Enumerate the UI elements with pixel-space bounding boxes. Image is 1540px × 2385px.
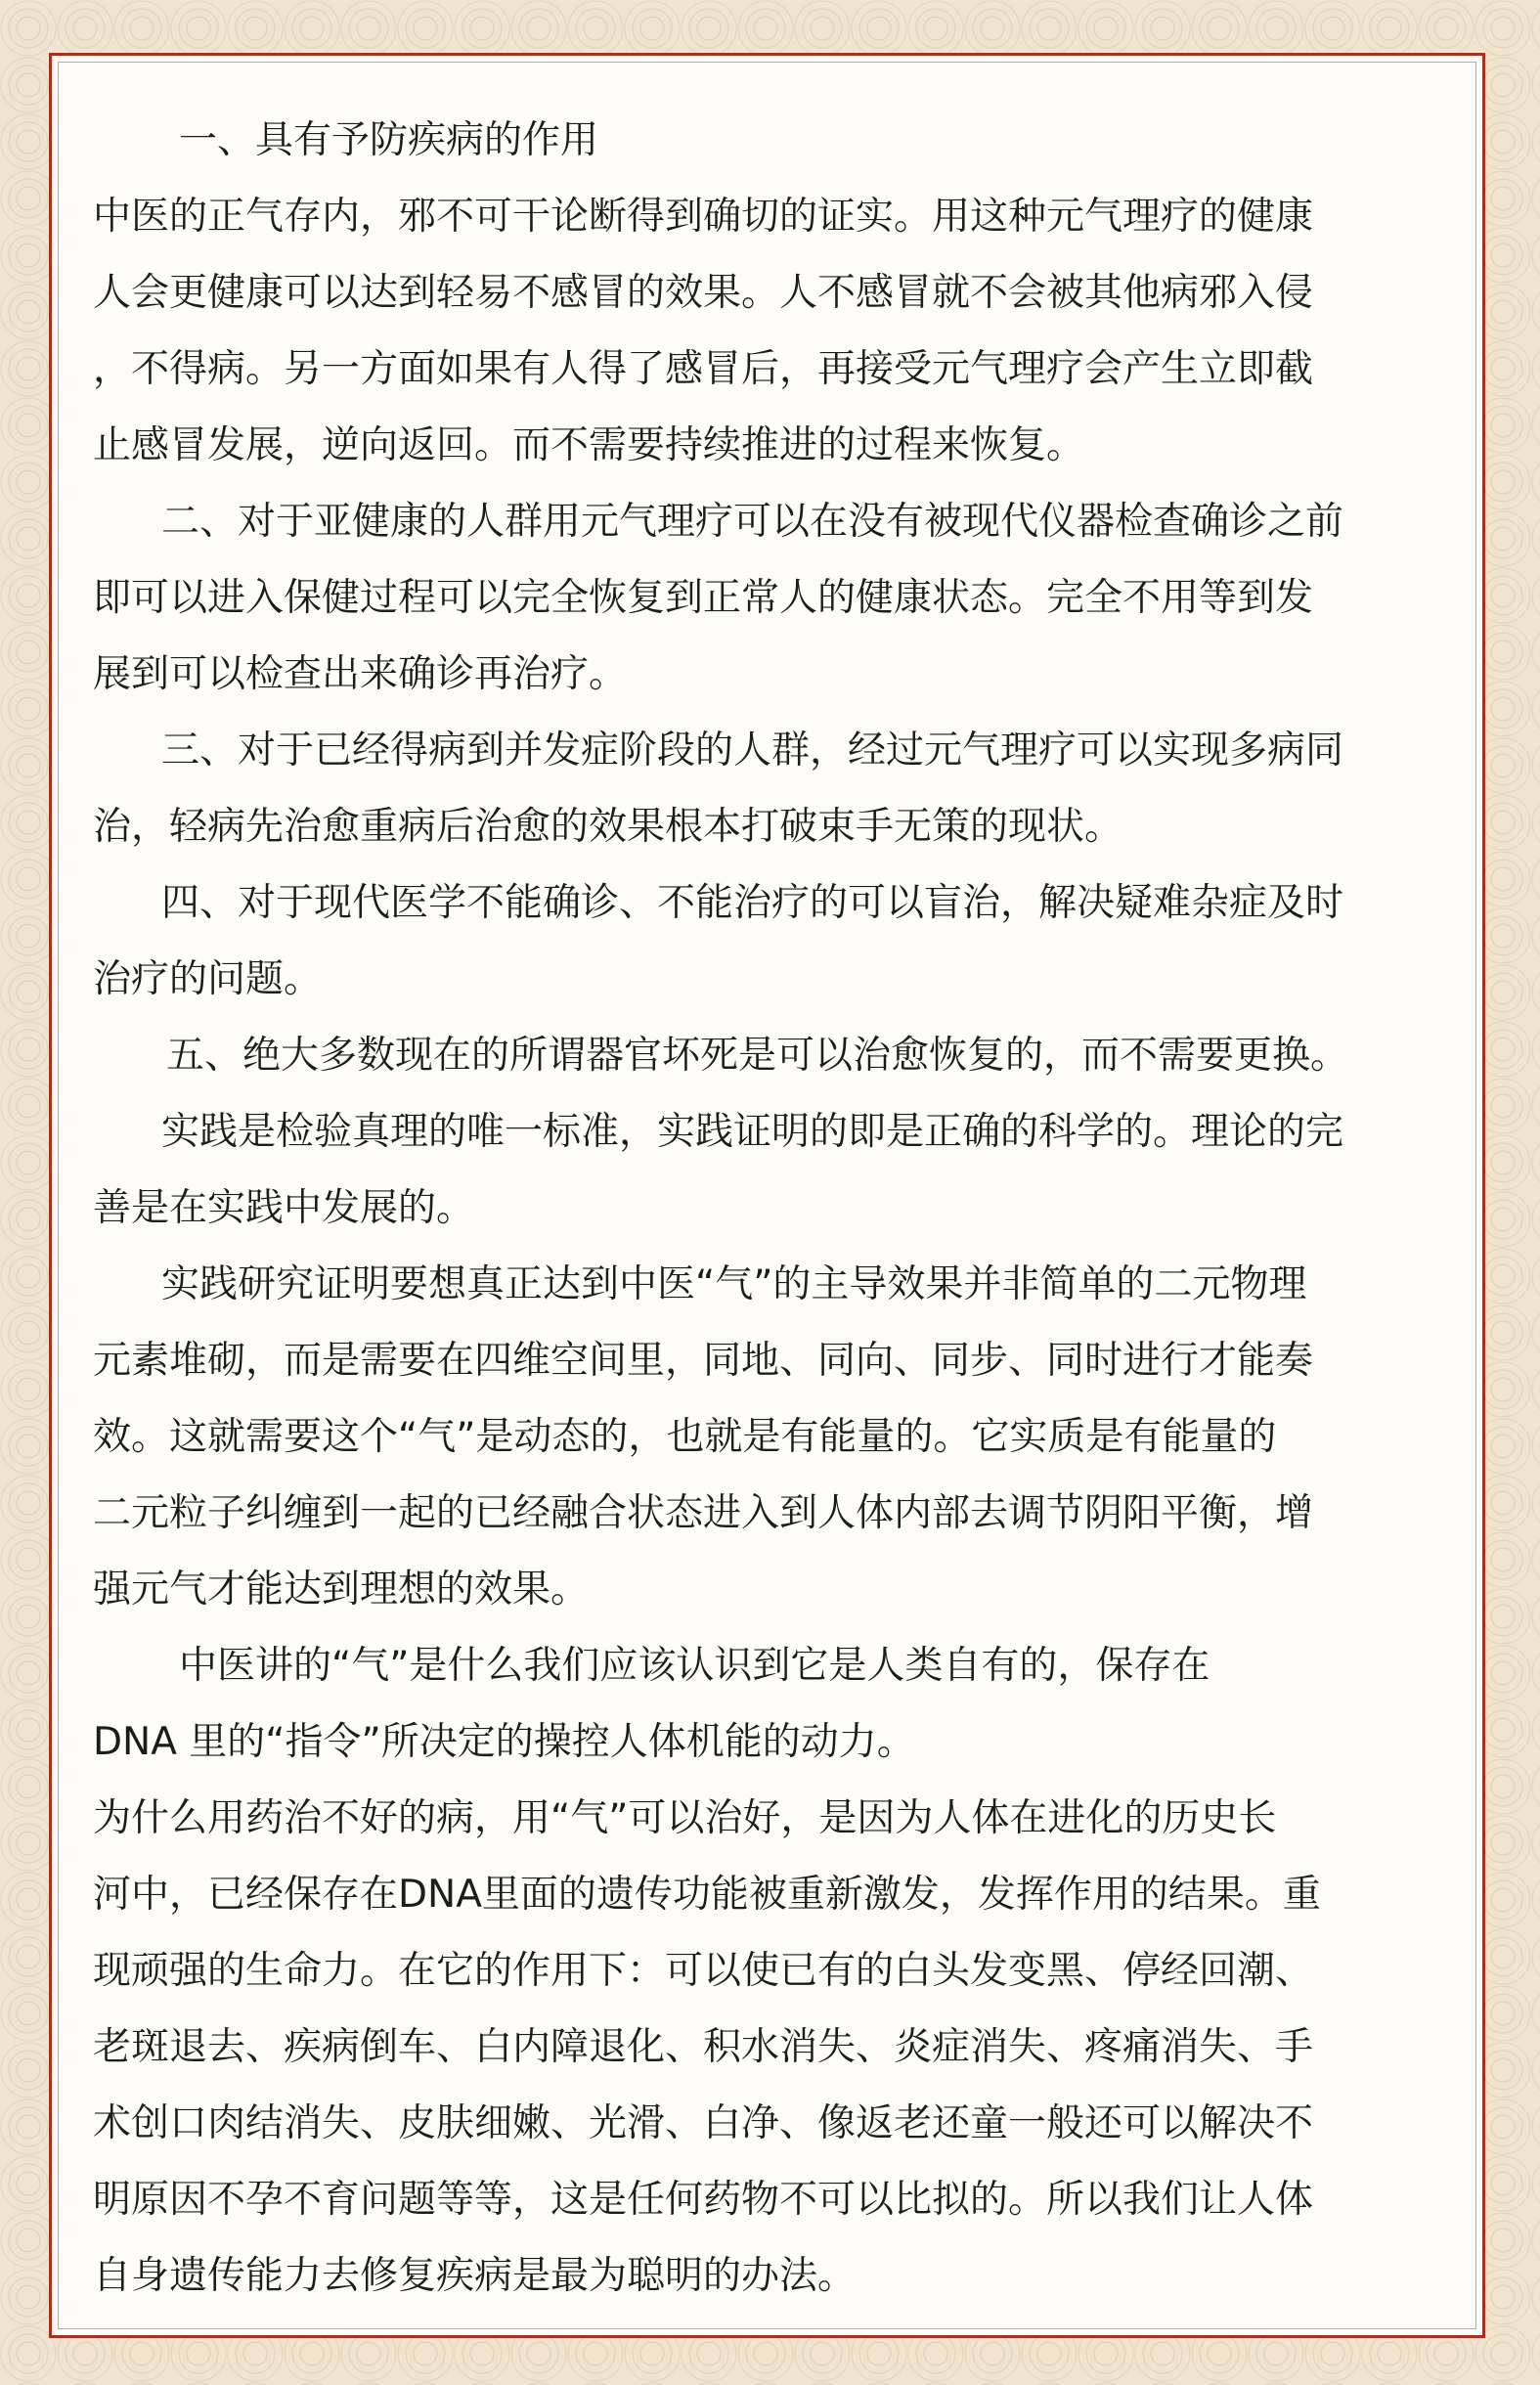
text-line: 元素堆砌，而是需要在四维空间里，同地、同向、同步、同时进行才能奏 [93, 1339, 1314, 1383]
paragraph-qi-research: 实践研究证明要想真正达到中医“气”的主导效果并非简单的二元物理 [161, 1262, 1307, 1306]
section-heading-complications: 三、对于已经得病到并发症阶段的人群，经过元气理疗可以实现多病同 [161, 729, 1344, 773]
text-line: 善是在实践中发展的。 [93, 1186, 475, 1230]
text-line: 中医的正气存内，邪不可干论断得到确切的证实。用这种元气理疗的健康 [93, 195, 1314, 239]
paragraph-practice: 实践是检验真理的唯一标准，实践证明的即是正确的科学的。理论的完 [161, 1110, 1344, 1154]
paragraph-qi-definition: 中医讲的“气”是什么我们应该认识到它是人类自有的，保存在 [179, 1644, 1210, 1688]
text-line: 老斑退去、疾病倒车、白内障退化、积水消失、炎症消失、疼痛消失、手 [93, 2025, 1314, 2069]
text-line: 即可以进入保健过程可以完全恢复到正常人的健康状态。完全不用等到发 [93, 576, 1314, 620]
text-line: 明原因不孕不育问题等等，这是任何药物不可以比拟的。所以我们让人体 [93, 2178, 1314, 2222]
section-heading-blind-treatment: 四、对于现代医学不能确诊、不能治疗的可以盲治，解决疑难杂症及时 [161, 881, 1344, 925]
section-heading-subhealth: 二、对于亚健康的人群用元气理疗可以在没有被现代仪器检查确诊之前 [161, 500, 1344, 544]
text-line: 人会更健康可以达到轻易不感冒的效果。人不感冒就不会被其他病邪入侵 [93, 271, 1314, 315]
text-line: 治疗的问题。 [93, 957, 323, 1001]
text-line: 展到可以检查出来确诊再治疗。 [93, 652, 628, 696]
text-line: 效。这就需要这个“气”是动态的，也就是有能量的。它实质是有能量的 [93, 1415, 1277, 1459]
paragraph-why-qi-heals: 为什么用药治不好的病，用“气”可以治好，是因为人体在进化的历史长 [93, 1796, 1277, 1840]
text-line: DNA 里的“指令”所决定的操控人体机能的动力。 [93, 1720, 915, 1764]
text-line: 河中，已经保存在DNA里面的遗传功能被重新激发，发挥作用的结果。重 [93, 1873, 1321, 1917]
text-line: 现顽强的生命力。在它的作用下：可以使已有的白头发变黑、停经回潮、 [93, 1949, 1314, 1993]
text-line: 术创口肉结消失、皮肤细嫩、光滑、白净、像返老还童一般还可以解决不 [93, 2101, 1314, 2145]
text-line: 二元粒子纠缠到一起的已经融合状态进入到人体内部去调节阴阳平衡，增 [93, 1491, 1314, 1535]
text-line: ，不得病。另一方面如果有人得了感冒后，再接受元气理疗会产生立即截 [93, 347, 1314, 391]
text-line: 强元气才能达到理想的效果。 [93, 1568, 590, 1612]
text-line: 止感冒发展，逆向返回。而不需要持续推进的过程来恢复。 [93, 423, 1085, 467]
text-line: 自身遗传能力去修复疾病是最为聪明的办法。 [93, 2254, 857, 2298]
section-heading-prevention: 一、具有予防疾病的作用 [179, 118, 599, 162]
section-heading-organ-recovery: 五、绝大多数现在的所谓器官坏死是可以治愈恢复的，而不需要更换。 [166, 1034, 1349, 1078]
document-body [93, 103, 1442, 2315]
text-line: 治，轻病先治愈重病后治愈的效果根本打破束手无策的现状。 [93, 805, 1123, 849]
